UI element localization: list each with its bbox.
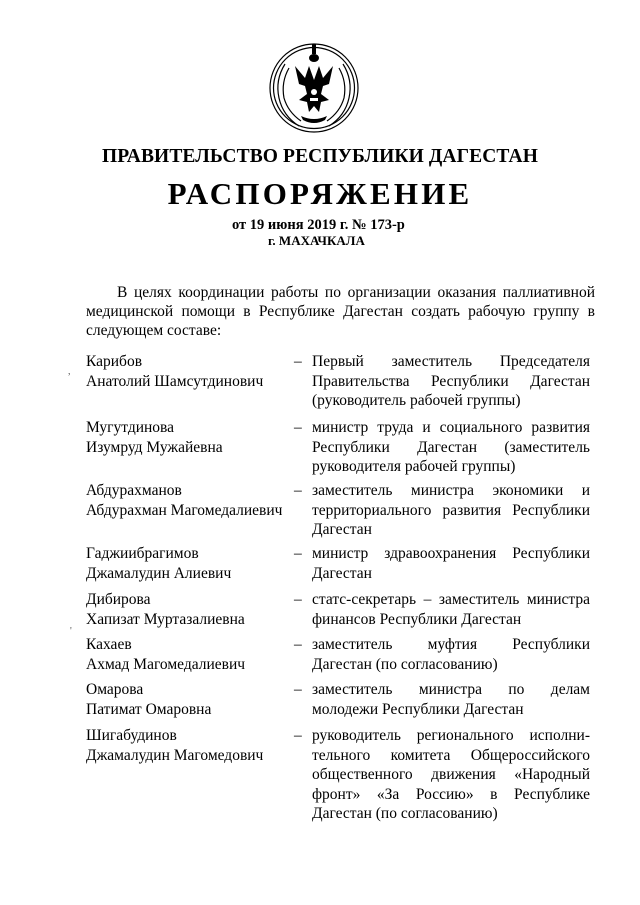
member-dash: – xyxy=(294,591,302,608)
member-dash: – xyxy=(294,727,302,744)
government-title: ПРАВИТЕЛЬСТВО РЕСПУБЛИКИ ДАГЕСТАН xyxy=(101,146,538,167)
member-name xyxy=(86,481,291,520)
member-surname: Омарова xyxy=(86,681,144,698)
document-city: г. МАХАЧКАЛА xyxy=(268,233,365,248)
member-role: статс-секретарь – заместитель министра финансов Республики Дагестан xyxy=(312,591,590,628)
member-given-names: Патимат Омаровна xyxy=(86,700,212,718)
member-surname: Мугутдинова xyxy=(86,419,175,436)
member-role: министр здравоохранения Республики Дагестан xyxy=(312,545,590,582)
member-name xyxy=(86,544,291,583)
member-role: заместитель муфтия Республики Дагестан (по согласованию) xyxy=(312,636,590,673)
member-dash: – xyxy=(294,545,302,562)
member-given-names: Абдурахман Магомедалиевич xyxy=(86,501,283,519)
member-name xyxy=(86,590,291,629)
member-name xyxy=(86,418,291,457)
document-type-heading: РАСПОРЯЖЕНИЕ xyxy=(167,176,473,211)
member-name xyxy=(86,635,291,674)
member-surname: Кахаев xyxy=(86,636,132,653)
intro-paragraph: В целях координации работы по организации оказания паллиативной медицинской помощи в Республике Дагестан создать рабочую группу в следующем составе: xyxy=(86,284,595,339)
member-given-names: Хапизат Муртазалиевна xyxy=(86,610,245,628)
member-surname: Гаджиибрагимов xyxy=(86,545,199,562)
coat-of-arms-icon xyxy=(265,36,363,144)
member-given-names: Джамалудин Алиевич xyxy=(86,564,232,582)
member-dash: – xyxy=(294,419,302,436)
scan-mark: , xyxy=(68,366,71,377)
member-role: министр труда и социального развития Республики Дагестан (заместитель руководителя рабочей группы) xyxy=(312,419,590,475)
member-given-names: Анатолий Шамсутдинович xyxy=(86,372,264,390)
member-given-names: Ахмад Магомедалиевич xyxy=(86,655,246,673)
member-role: заместитель министра экономики и территориального развития Республики Дагестан xyxy=(312,482,590,538)
member-role: Первый заместитель Председателя Правительства Республики Дагестан (руководитель рабочей группы) xyxy=(312,353,590,409)
member-name xyxy=(86,726,291,765)
member-given-names: Изумруд Мужайевна xyxy=(86,438,223,456)
member-dash: – xyxy=(294,482,302,499)
member-given-names: Джамалудин Магомедович xyxy=(86,746,264,764)
member-dash: – xyxy=(294,353,302,370)
member-dash: – xyxy=(294,681,302,698)
member-surname: Абдурахманов xyxy=(86,482,182,499)
member-surname: Карибов xyxy=(86,353,143,370)
member-role: заместитель министра по делам молодежи Республики Дагестан xyxy=(312,681,590,718)
scan-mark: ' xyxy=(70,626,72,637)
member-role: руководитель регионального исполни- тельного комитета Общероссийского общественного движения «Народный фронт» «За Россию» в Республике Дагестан (по согласованию) xyxy=(312,727,590,822)
member-dash: – xyxy=(294,636,302,653)
member-name xyxy=(86,352,291,391)
member-name xyxy=(86,680,291,719)
document-date-number: от 19 июня 2019 г. № 173-р xyxy=(232,217,405,233)
member-surname: Дибирова xyxy=(86,591,151,608)
member-surname: Шигабудинов xyxy=(86,727,177,744)
